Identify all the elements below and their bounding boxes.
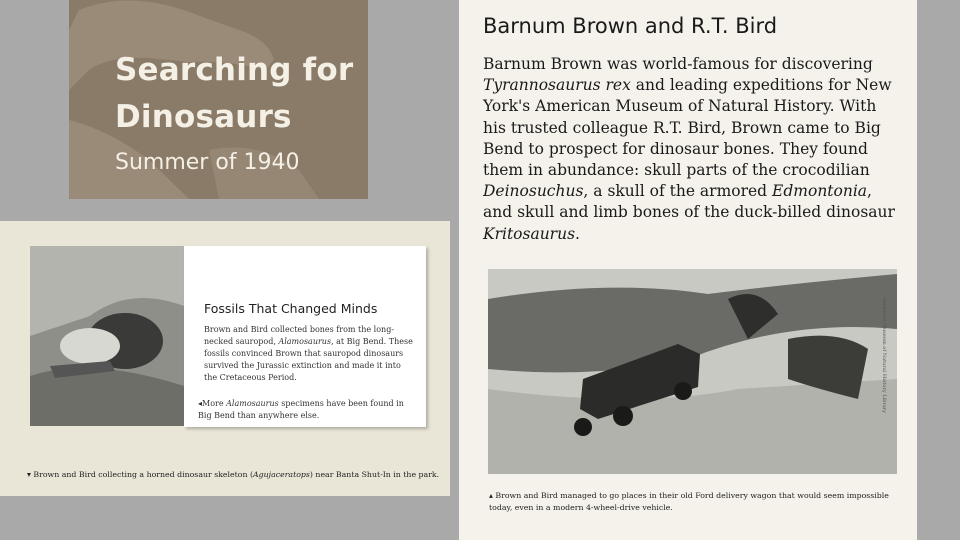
fossils-body-part1: Brown and Bird collected bones from the long-necked sauropod, bbox=[204, 325, 395, 346]
excavation-photo bbox=[30, 246, 184, 426]
article-body-part2: and leading expeditions for New York's American Museum of Natural History. With his trusted colleague R.T. Bird, Brown came to Big Bend to prospect for dinosaur bones. They found them in abundance: skull parts of the crocodilian bbox=[483, 76, 892, 180]
fossils-caption-part1: Brown and Bird collecting a horned dinosaur skeleton ( bbox=[33, 470, 254, 479]
title-sign bbox=[69, 0, 368, 199]
sign-title-line2: Dinosaurs bbox=[115, 99, 292, 135]
fossils-note-species: Alamosaurus bbox=[226, 399, 279, 408]
caption-marker-icon: ▾ bbox=[27, 470, 31, 479]
delivery-wagon-photo-art bbox=[488, 269, 897, 474]
sign-subtitle: Summer of 1940 bbox=[115, 150, 300, 175]
fossils-info-card bbox=[184, 246, 426, 427]
fossils-note-part2: specimens have been found in Big Bend than anywhere else. bbox=[198, 399, 404, 420]
article-body-part3: , a skull of the armored bbox=[583, 182, 773, 201]
article-body-italic4: Kritosaurus bbox=[483, 224, 576, 243]
article-body-text bbox=[483, 54, 903, 245]
note-marker-icon: ◂ bbox=[198, 399, 203, 408]
article-body-part4: , and skull and limb bones of the duck-billed dinosaur bbox=[483, 182, 895, 222]
article-panel bbox=[459, 0, 917, 540]
article-photo-caption bbox=[489, 490, 899, 514]
article-body-italic3: Edmontonia bbox=[772, 182, 868, 201]
article-caption-text: Brown and Bird managed to go places in their old Ford delivery wagon that would seem impossible today, even in a modern 4-wheel-drive vehicle. bbox=[489, 491, 889, 512]
delivery-wagon-photo bbox=[488, 269, 897, 474]
fossils-caption-part2: ) near Banta Shut-In in the park. bbox=[309, 470, 440, 479]
fossils-photo-caption bbox=[27, 470, 439, 479]
photo-credit: American Museum of Natural History Library bbox=[881, 297, 887, 413]
fossils-body-text bbox=[204, 324, 414, 384]
article-body-italic2: Deinosuchus bbox=[483, 182, 584, 201]
fossils-caption-species: Agujaceratops bbox=[253, 470, 310, 479]
article-body-italic1: Tyrannosaurus rex bbox=[483, 76, 631, 95]
fossils-body-part2: , at Big Bend. These fossils convinced Brown that sauropod dinosaurs survived the Jurassic extinction and made it into the Cretaceous Period. bbox=[204, 337, 413, 382]
article-heading: Barnum Brown and R.T. Bird bbox=[483, 14, 778, 38]
excavation-photo-art bbox=[30, 246, 184, 426]
article-body-part1: Barnum Brown was world-famous for discovering bbox=[483, 55, 873, 73]
fossils-note-part1: More bbox=[202, 399, 227, 408]
fossils-heading: Fossils That Changed Minds bbox=[204, 301, 378, 316]
fossils-note bbox=[198, 398, 408, 422]
article-body-part5: . bbox=[575, 224, 580, 243]
fossils-panel bbox=[0, 221, 450, 496]
caption-marker-icon: ▴ bbox=[489, 491, 493, 500]
sign-title-line1: Searching for bbox=[115, 52, 354, 88]
fossils-body-species: Alamosaurus bbox=[278, 337, 332, 346]
